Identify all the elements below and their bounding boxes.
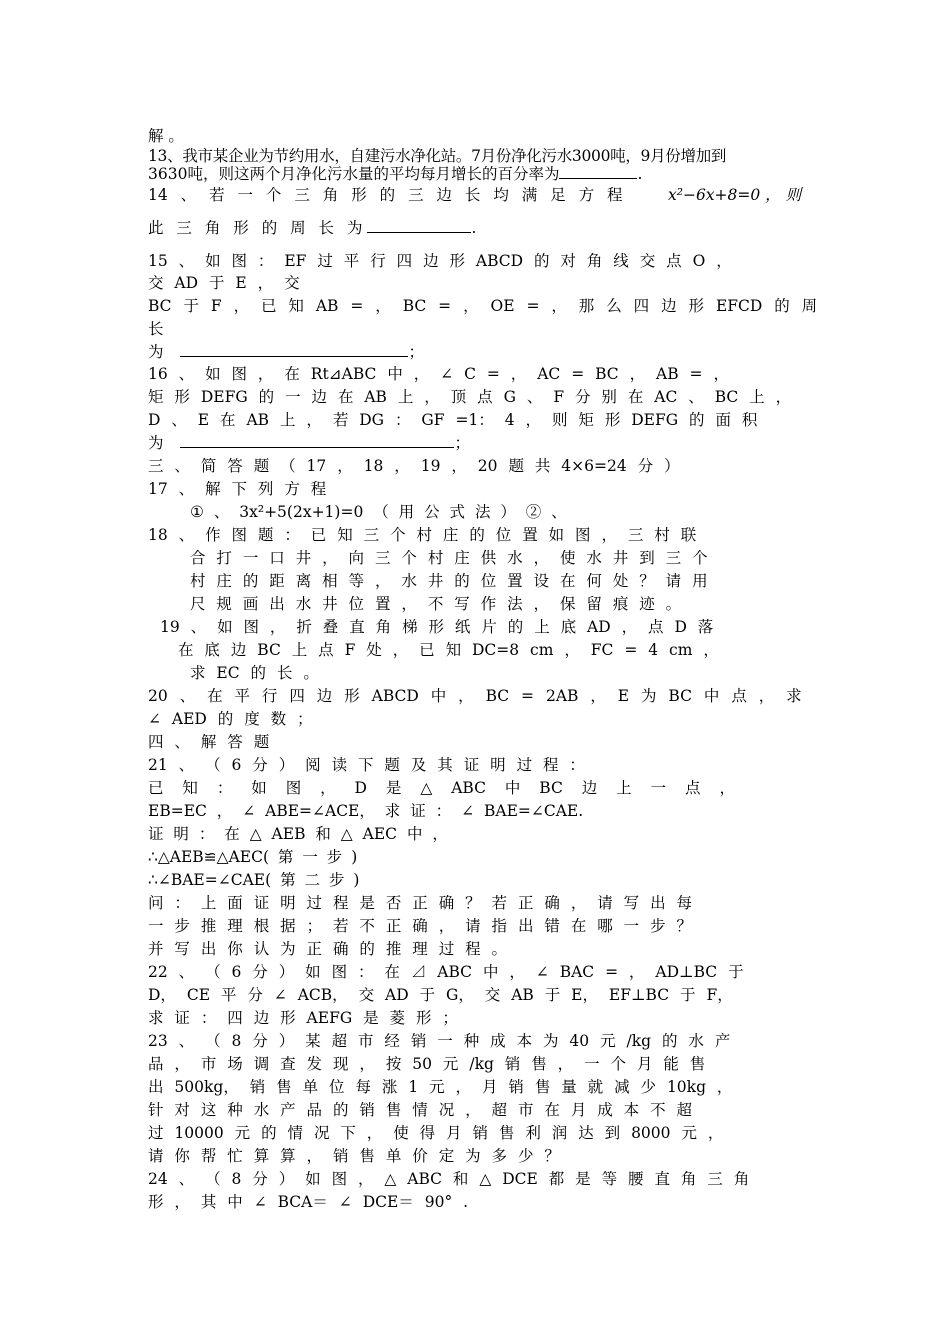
question-15-line-5: 为 ； bbox=[148, 343, 424, 361]
question-14-text: 14 、 若 一 个 三 角 形 的 三 边 长 均 满 足 方 程 bbox=[148, 186, 623, 204]
question-23-line-2: 品 ， 市 场 调 查 发 现 ， 按 50 元 /kg 销 售 ， 一 个 月 能 售 bbox=[148, 1055, 706, 1073]
question-19-line-2: 在 底 边 BC 上 点 F 处 ， 已 知 DC=8 cm ， FC = 4 cm ， bbox=[178, 641, 719, 659]
question-22-line-2: D， CE 平 分 ∠ ACB， 交 AD 于 G， 交 AB 于 E， EF⊥BC 于 F， bbox=[148, 986, 733, 1004]
question-21-step-1: ∴△AEB≌△AEC( 第 一 步 ) bbox=[148, 848, 358, 866]
question-20-line-1: 20 、 在 平 行 四 边 形 ABCD 中 ， BC = 2AB ， E 为 BC 中 点 ， 求 bbox=[148, 687, 802, 705]
question-24-line-2: 形 ， 其 中 ∠ BCA＝ ∠ DCE＝ 90° . bbox=[148, 1193, 469, 1211]
question-21-ask-1: 问 ： 上 面 证 明 过 程 是 否 正 确 ？ 若 正 确 ， 请 写 出 每 bbox=[148, 894, 693, 912]
question-21-step-2: ∴∠BAE=∠CAE( 第 二 步 ) bbox=[148, 871, 360, 889]
question-22-line-3: 求 证 ： 四 边 形 AEFG 是 菱 形 ； bbox=[148, 1009, 458, 1027]
text-line: 解 。 bbox=[148, 127, 184, 145]
question-18-line-1: 18 、 作 图 题 ： 已 知 三 个 村 庄 的 位 置 如 图 ， 三 村 联 bbox=[148, 526, 697, 544]
question-18-line-2: 合 打 一 口 井 ， 向 三 个 村 庄 供 水 ， 使 水 井 到 三 个 bbox=[190, 549, 708, 567]
question-13-text: 3630吨，则这两个月净化污水量的平均每月增长的百分率为 bbox=[148, 165, 560, 183]
answer-blank bbox=[559, 164, 637, 179]
question-17-heading: 17 、 解 下 列 方 程 bbox=[148, 480, 327, 498]
question-23-line-5: 过 10000 元 的 情 况 下 ， 使 得 月 销 售 利 润 达 到 8000 元 ， bbox=[148, 1124, 724, 1142]
answer-blank bbox=[180, 433, 454, 448]
question-18-line-3: 村 庄 的 距 离 相 等 ， 水 井 的 位 置 设 在 何 处 ？ 请 用 bbox=[190, 572, 708, 590]
label-wei: 为 bbox=[148, 343, 164, 361]
question-21-ask-3: 并 写 出 你 认 为 正 确 的 推 理 过 程 。 bbox=[148, 940, 508, 958]
question-15-line-4: 长 bbox=[148, 320, 164, 338]
label-wei: 为 bbox=[148, 434, 164, 452]
question-20-line-2: ∠ AED 的 度 数 ； bbox=[148, 710, 313, 728]
question-21-proof: 证 明 ： 在 △ AEB 和 △ AEC 中 ， bbox=[148, 825, 448, 843]
question-14-line-1 bbox=[148, 185, 828, 205]
question-18-line-4: 尺 规 画 出 水 井 位 置 ， 不 写 作 法 ， 保 留 痕 迹 。 bbox=[190, 595, 682, 613]
question-14-text-2: 此 三 角 形 的 周 长 为 bbox=[148, 219, 363, 237]
question-14-equation: x²−6x+8=0 ， 则 bbox=[668, 186, 802, 204]
question-24-line-1: 24 、 （ 8 分 ） 如 图 ， △ ABC 和 △ DCE 都 是 等 腰 直 角 三 角 bbox=[148, 1170, 750, 1188]
question-15-line-1: 15 、 如 图 ： EF 过 平 行 四 边 形 ABCD 的 对 角 线 交 点 O ， bbox=[148, 252, 732, 270]
question-16-line-1: 16 、 如 图 ， 在 Rt⊿ABC 中 ， ∠ C = ， AC = BC ， AB = ， bbox=[148, 365, 729, 383]
question-22-line-1: 22 、 （ 6 分 ） 如 图 ： 在 ⊿ ABC 中 ， ∠ BAC = ， AD⊥BC 于 bbox=[148, 963, 744, 981]
question-21-heading: 21 、 （ 6 分 ） 阅 读 下 题 及 其 证 明 过 程 ： bbox=[148, 756, 585, 774]
question-13-line-1: 13、我市某企业为节约用水，自建污水净化站。7月份净化污水3000吨，9月份增加到 bbox=[148, 147, 727, 165]
section-4-heading: 四 、 解 答 题 bbox=[148, 733, 270, 751]
question-13-line-2 bbox=[148, 164, 828, 184]
question-21-given-2: EB=EC ， ∠ ABE=∠ACE， 求 证 ： ∠ BAE=∠CAE. bbox=[148, 802, 584, 820]
question-23-line-6: 请 你 帮 忙 算 算 ， 销 售 单 价 定 为 多 少 ？ bbox=[148, 1147, 560, 1165]
section-3-heading: 三 、 简 答 题 （ 17 ， 18 ， 19 ， 20 题 共 4×6=24 分 ） bbox=[148, 457, 680, 475]
question-21-given: 已 知 ： 如 图 ， D 是 △ ABC 中 BC 边 上 一 点 ， bbox=[148, 779, 735, 797]
answer-blank bbox=[367, 218, 471, 233]
period: . bbox=[637, 165, 643, 183]
question-19-line-1: 19 、 如 图 ， 折 叠 直 角 梯 形 纸 片 的 上 底 AD ， 点 D 落 bbox=[160, 618, 714, 636]
question-16-line-4: 为 ； bbox=[148, 434, 470, 452]
question-19-line-3: 求 EC 的 长 。 bbox=[190, 664, 319, 682]
question-21-ask-2: 一 步 推 理 根 据 ； 若 不 正 确 ， 请 指 出 错 在 哪 一 步 ？ bbox=[148, 917, 693, 935]
question-16-line-2: 矩 形 DEFG 的 一 边 在 AB 上 ， 顶 点 G 、 F 分 别 在 AC 、 BC 上 ， bbox=[148, 388, 792, 406]
question-23-line-3: 出 500kg， 销 售 单 位 每 涨 1 元 ， 月 销 售 量 就 减 少 10kg ， bbox=[148, 1078, 733, 1096]
question-14-line-2: 此 三 角 形 的 周 长 为 . bbox=[148, 219, 477, 237]
question-17-part-1: ① 、 3x²+5(2x+1)=0 （ 用 公 式 法 ） ② 、 bbox=[190, 503, 567, 521]
question-16-line-3: D 、 E 在 AB 上 ， 若 DG ： GF =1： 4 ， 则 矩 形 DEFG 的 面 积 bbox=[148, 411, 758, 429]
question-23-line-1: 23 、 （ 8 分 ） 某 超 市 经 销 一 种 成 本 为 40 元 /kg 的 水 产 bbox=[148, 1032, 731, 1050]
answer-blank bbox=[180, 342, 408, 357]
question-15-line-3: BC 于 F ， 已 知 AB = ， BC = ， OE = ， 那 么 四 边 形 EFCD 的 周 bbox=[148, 297, 818, 315]
question-23-line-4: 针 对 这 种 水 产 品 的 销 售 情 况 ， 超 市 在 月 成 本 不 超 bbox=[148, 1101, 693, 1119]
question-15-line-2: 交 AD 于 E ， 交 bbox=[148, 274, 300, 292]
